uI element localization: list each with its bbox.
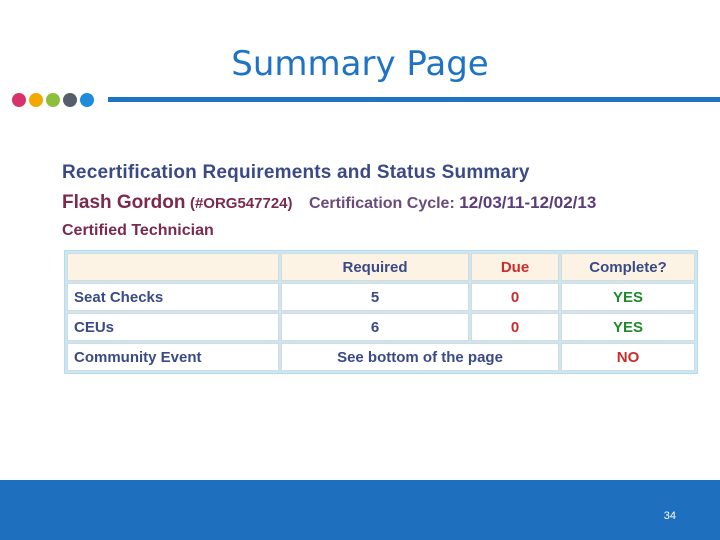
dot-icon (63, 93, 77, 107)
table-row (67, 343, 695, 371)
cycle-value: 12/03/11-12/02/13 (459, 193, 597, 212)
complete-value: YES (561, 283, 695, 311)
header-cell-required: Required (281, 253, 469, 281)
requirements-table (64, 250, 698, 374)
header-cell-complete: Complete? (561, 253, 695, 281)
header-cell-due: Due (471, 253, 559, 281)
slide-title: Summary Page (231, 44, 489, 84)
summary-heading: Recertification Requirements and Status Summary (62, 162, 530, 183)
due-value: 0 (471, 283, 559, 311)
required-due-note: See bottom of the page (281, 343, 559, 371)
table-row (67, 313, 695, 341)
table-header-row (67, 253, 695, 281)
title-rule (108, 97, 720, 102)
complete-value: YES (561, 313, 695, 341)
header-cell-blank (67, 253, 279, 281)
cycle-label: Certification Cycle: (308, 195, 455, 212)
row-label: Seat Checks (67, 283, 279, 311)
summary-header (62, 162, 692, 240)
required-value: 6 (281, 313, 469, 341)
page-number: 34 (663, 510, 676, 522)
complete-value: NO (561, 343, 695, 371)
required-value: 5 (281, 283, 469, 311)
row-label: CEUs (67, 313, 279, 341)
row-label: Community Event (67, 343, 279, 371)
due-value: 0 (471, 313, 559, 341)
technician-role: Certified Technician (62, 222, 214, 239)
technician-name: Flash Gordon (62, 192, 186, 213)
dot-icon (46, 93, 60, 107)
dot-icon (12, 93, 26, 107)
table-row (67, 283, 695, 311)
org-id: (#ORG547724) (189, 195, 293, 212)
dot-icon (29, 93, 43, 107)
footer-bar (0, 480, 720, 540)
dot-icon (80, 93, 94, 107)
identity-line (62, 192, 692, 214)
